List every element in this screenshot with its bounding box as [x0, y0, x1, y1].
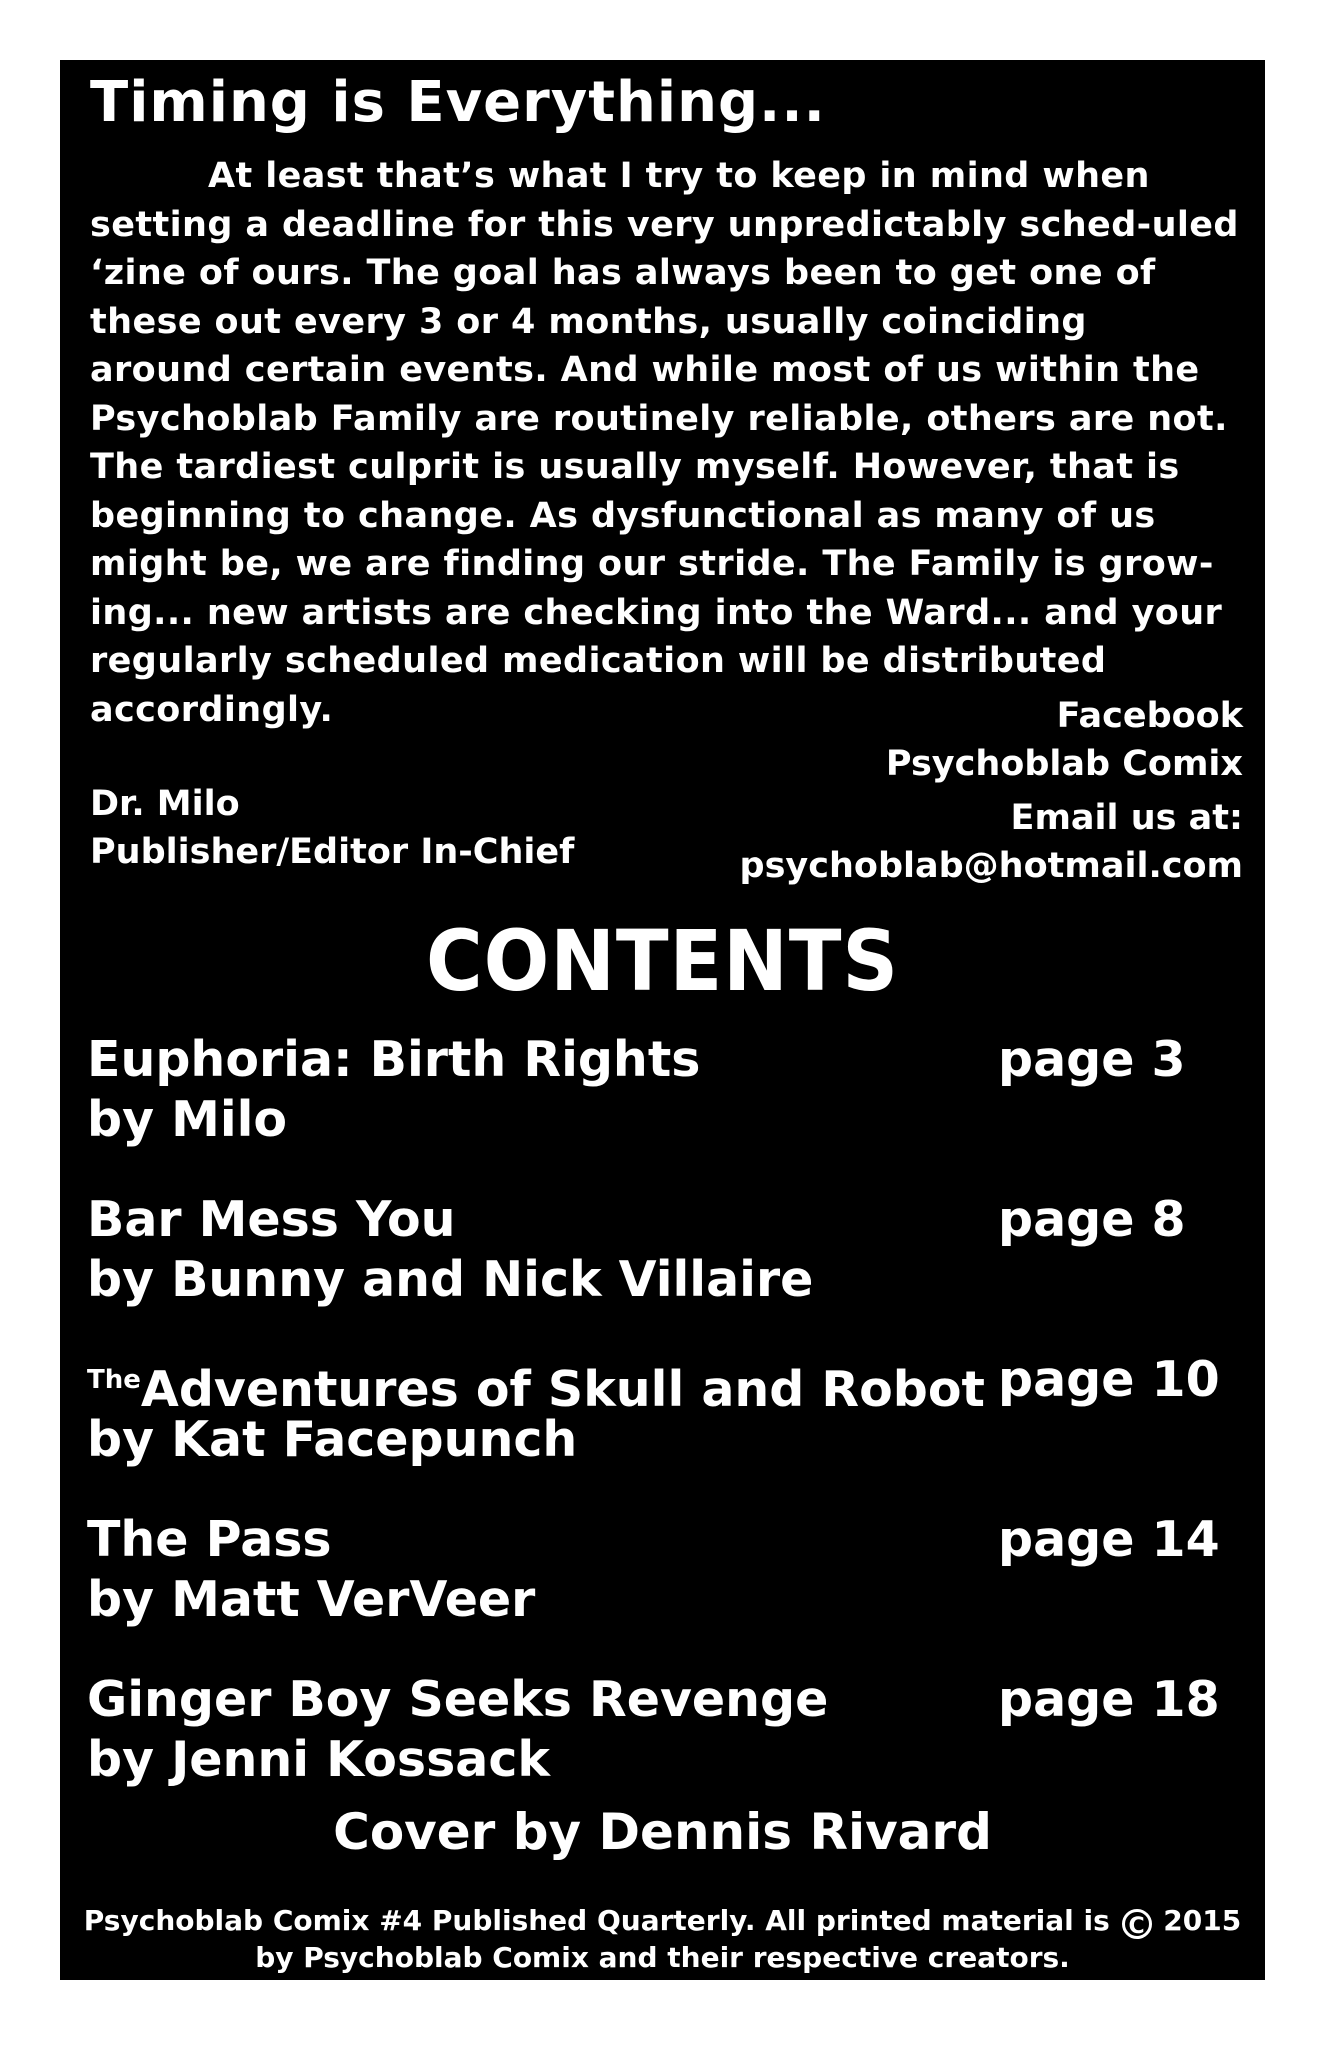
toc-entry — [87, 1030, 1247, 1190]
toc-author: by Kat Facepunch — [87, 1411, 578, 1468]
toc-title-prefix: The — [87, 1365, 141, 1395]
footer-line-2: by Psychoblab Comix and their respective creators. — [255, 1941, 1070, 1974]
toc-page: page 8 — [998, 1191, 1186, 1248]
footer-line-1 — [60, 1902, 1265, 1939]
toc-entry — [87, 1190, 1247, 1350]
table-of-contents — [87, 1030, 1247, 1830]
footer-year: 2015 — [1163, 1904, 1242, 1937]
email-label: Email us at: — [1010, 798, 1243, 838]
contact-info — [740, 692, 1243, 890]
toc-title: Euphoria: Birth Rights — [87, 1031, 701, 1088]
toc-author: by Milo — [87, 1091, 288, 1148]
toc-page: page 18 — [998, 1671, 1220, 1728]
toc-author: by Bunny and Nick Villaire — [87, 1251, 814, 1308]
email-address: psychoblab@hotmail.com — [739, 846, 1243, 886]
toc-title: Bar Mess You — [87, 1191, 456, 1248]
footer-copyright — [60, 1902, 1265, 1976]
toc-title-main: Adventures of Skull and Robot — [140, 1361, 985, 1418]
signature-name: Dr. Milo — [90, 784, 240, 824]
signature — [90, 780, 574, 876]
signature-role: Publisher/Editor In-Chief — [90, 832, 575, 872]
toc-page: page 3 — [998, 1031, 1186, 1088]
footer-line-1-text: Psychoblab Comix #4 Published Quarterly. All printed material is — [83, 1904, 1110, 1937]
intro-body: At least that’s what I try to keep in mind when setting a deadline for this very unpredictably sched-uled ‘zine of ours. The goal has always been to get one of these out every 3 or 4 months, usually coinciding around certain events. And while most of us within the Psychoblab Family are routinely reliable, others are not. The tardiest culprit is usually myself. However, that is beginning to change. As dysfunctional as many of us might be, we are finding our stride. The Family is grow-ing... new artists are checking into the Ward... and your regularly scheduled medication will be distributed accordingly. — [90, 156, 1239, 730]
cover-credit: Cover by Dennis Rivard — [333, 1803, 992, 1861]
copyright-icon: C — [1122, 1909, 1152, 1939]
toc-page: page 10 — [998, 1351, 1220, 1408]
toc-title: Ginger Boy Seeks Revenge — [87, 1671, 829, 1728]
toc-entry — [87, 1350, 1247, 1510]
contents-page-panel — [60, 60, 1265, 1980]
facebook-label: Facebook — [1056, 696, 1243, 736]
toc-page: page 14 — [998, 1511, 1220, 1568]
toc-author: by Jenni Kossack — [87, 1731, 550, 1788]
toc-entry — [87, 1510, 1247, 1670]
intro-title: Timing is Everything... — [90, 70, 826, 135]
toc-title: The Pass — [87, 1511, 332, 1568]
contents-heading: CONTENTS — [425, 912, 899, 1010]
facebook-name: Psychoblab Comix — [885, 744, 1243, 784]
toc-author: by Matt VerVeer — [87, 1571, 536, 1628]
